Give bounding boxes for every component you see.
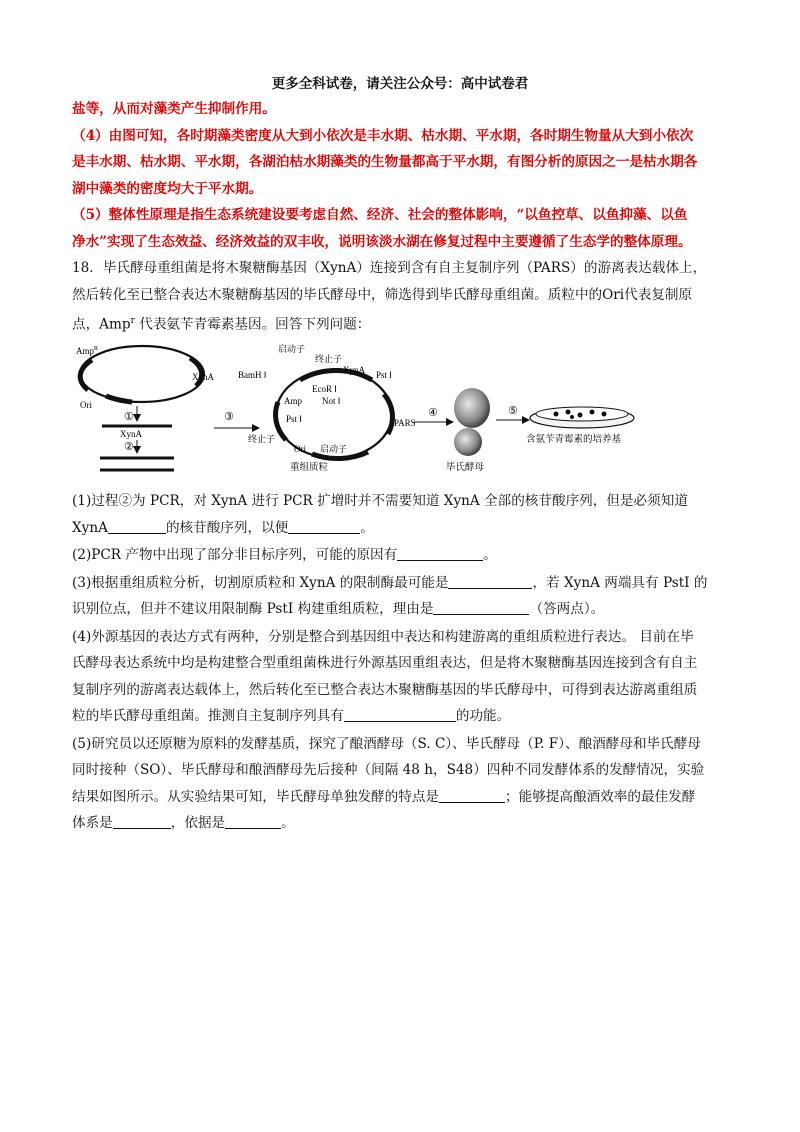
- noti-label: Not Ⅰ: [322, 396, 341, 407]
- psti-mid-label: Pst Ⅰ: [286, 414, 302, 425]
- amp-label: Amp$^R$: [76, 346, 99, 357]
- terminator-top-label: 终止子: [315, 355, 343, 366]
- answer-blank-5a[interactable]: [439, 786, 505, 803]
- step5-label: ⑤: [508, 404, 518, 418]
- psti-top-label: Pst Ⅰ: [376, 370, 392, 381]
- question-18-intro-3: 点，Amp$^r$ 代表氨苄青霉素基因。回答下列问题：: [72, 316, 371, 333]
- original-plasmid: [76, 346, 214, 410]
- question-4-line1: (4)外源基因的表达方式有两种，分别是整合到基因组中表达和构建游离的重组质粒进行表达。 目前在毕: [72, 628, 694, 645]
- answer-4-line1: （4）由图可知，各时期藻类密度从大到小依次是丰水期、枯水期、平水期，各时期生物量从大到小依次: [72, 127, 694, 144]
- answer-blank-5b[interactable]: [113, 812, 171, 829]
- answer-continuation: 盐等，从而对藻类产生抑制作用。: [72, 101, 276, 117]
- amp-gene-segment: [80, 360, 92, 390]
- answer-blank-4[interactable]: [344, 705, 456, 722]
- culture-plate: [526, 407, 634, 445]
- answer-blank-1a[interactable]: [108, 517, 166, 534]
- question-4-line4: 粒的毕氏酵母重组菌。推测自主复制序列具有 的功能。: [72, 703, 732, 730]
- recombinant-plasmid: [238, 343, 416, 473]
- question-18-intro-2: 然后转化至已整合表达木聚糖酶基因的毕氏酵母中，筛选得到毕氏酵母重组菌。质粒中的Ori代表复制原: [72, 286, 693, 303]
- answer-4-line3: 湖中藻类的密度均大于平水期。: [72, 180, 263, 197]
- question-3-line1: (3)根据重组质粒分析，切割原质粒和 XynA 的限制酶最可能是 ，若 XynA 两端具有 PstI 的: [72, 570, 732, 597]
- yeast-cells: [446, 388, 490, 473]
- question-3-line2: 识别位点，但并不建议用限制酶 PstI 构建重组质粒，理由是 （答两点）。: [72, 596, 732, 623]
- experiment-flow-figure: [72, 342, 732, 482]
- xyna-label: XynA: [192, 372, 214, 383]
- question-5-line4: 体系是 ，依据是 。: [72, 810, 732, 837]
- ori-plasmid-label: Ori: [294, 444, 306, 455]
- page-header: 更多全科试卷，请关注公众号：高中试卷君: [271, 76, 529, 92]
- terminator-left-label: 终止子: [248, 435, 276, 446]
- step3-label: ③: [224, 410, 234, 424]
- answer-blank-2[interactable]: [397, 544, 483, 561]
- answer-blank-1b[interactable]: [288, 517, 360, 534]
- answer-5-line2: 净水”实现了生态效益、经济效益的双丰收，说明该淡水湖在修复过程中主要遵循了生态学的整体原理。: [72, 233, 692, 250]
- bamhi-label: BamH Ⅰ: [238, 370, 267, 381]
- question-18-intro-1: 18．毕氏酵母重组菌是将木聚糖酶基因（XynA）连接到含有自主复制序列（PARS）的游离表达载体上，: [72, 260, 707, 276]
- promoter-bottom-label: 启动子: [320, 445, 348, 456]
- question-4-line2: 氏酵母表达系统中均是构建整合型重组菌株进行外源基因重组表达，但是将木聚糖酶基因连接到含有自主: [72, 655, 698, 672]
- step1-label: ①: [124, 410, 134, 424]
- pars-label: PARS: [394, 418, 416, 429]
- question-2: (2)PCR 产物中出现了部分非目标序列，可能的原因有 。: [72, 542, 732, 569]
- figure-svg: [72, 342, 732, 482]
- plasmid-caption: 重组质粒: [290, 462, 329, 474]
- ecori-label: EcoR Ⅰ: [312, 384, 337, 395]
- answer-blank-3a[interactable]: [448, 572, 532, 589]
- question-5-line2: 同时接种（SO）、毕氏酵母和酿酒酵母先后接种（间隔 48 h，S48）四种不同发酵体系的发酵情况，实验: [72, 762, 705, 779]
- amp-plasmid-label: Amp: [284, 396, 302, 407]
- ori-label: Ori: [80, 400, 92, 411]
- ori-segment: [106, 396, 132, 402]
- answer-5-line1: （5）整体性原理是指生态系统建设要考虑自然、经济、社会的整体影响，“以鱼控草、以鱼抑藻、以鱼: [72, 207, 688, 223]
- question-5-line3: 结果如图所示。从实验结果可知，毕氏酵母单独发酵的特点是 ；能够提高酿酒效率的最佳发酵: [72, 784, 732, 811]
- answer-blank-5c[interactable]: [225, 812, 281, 829]
- question-5-line1: (5)研究员以还原糖为原料的发酵基质，探究了酿酒酵母（S. C）、毕氏酵母（P. F）、酿酒酵母和毕氏酵母: [72, 735, 701, 752]
- answer-blank-3b[interactable]: [433, 598, 529, 615]
- question-4-line3: 复制序列的游离表达载体上，然后转化至已整合表达木聚糖酶基因的毕氏酵母中，可得到表达游离重组质: [72, 681, 698, 698]
- step2-label: ②: [124, 440, 134, 454]
- document-body: [72, 96, 732, 837]
- question-1-line2: XynA 的核苷酸序列，以便 。: [72, 515, 732, 542]
- answer-4-line2: 是丰水期、枯水期、平水期，各湖泊枯水期藻类的生物量都高于平水期，有图分析的原因之一是枯水期各: [72, 154, 698, 170]
- promoter-top-label: 启动子: [278, 345, 306, 356]
- question-1-line1: (1)过程②为 PCR，对 XynA 进行 PCR 扩增时并不需要知道 XynA 全部的核苷酸序列，但是必须知道: [72, 493, 688, 510]
- xyna-bottom-label: XynA: [120, 429, 142, 440]
- plate-caption: 含氨苄青霉素的培养基: [526, 434, 622, 446]
- step4-label: ④: [428, 406, 438, 420]
- xyna-plasmid-label: XynA: [343, 365, 365, 376]
- yeast-caption: 毕氏酵母: [446, 462, 485, 474]
